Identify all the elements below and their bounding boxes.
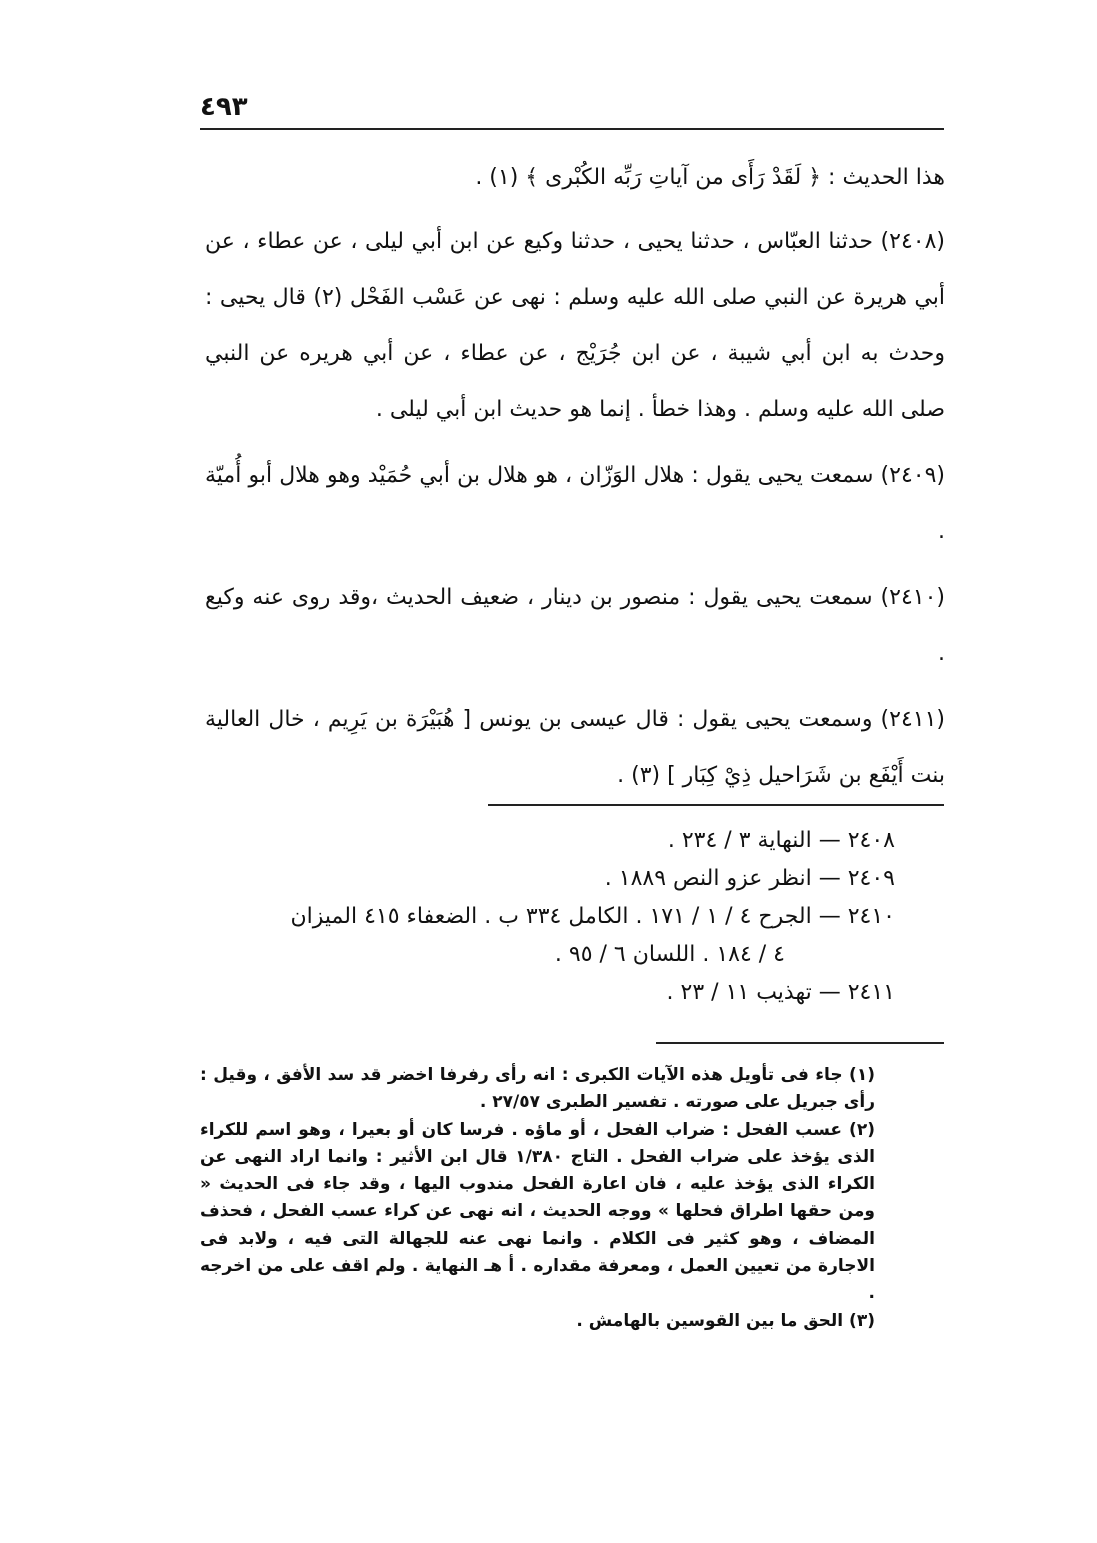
- reference-2410: ٢٤١٠ — الجرح ٤ / ١ / ١٧١ . الكامل ٣٣٤ ب . الضعفاء ٤١٥ الميزان: [290, 904, 895, 929]
- footnote-1: (١) جاء فى تأويل هذه الآيات الكبرى : انه رأى رفرفا اخضر قد سد الأفق ، وقيل : رأى جبريل على صورته . تفسير الطبرى ٢٧/٥٧ .: [200, 1065, 875, 1113]
- hadith-2410: (٢٤١٠) سمعت يحيى يقول : منصور بن دينار ، ضعيف الحديث ،وقد روى عنه وكيع .: [205, 585, 945, 666]
- page-number: ٤٩٣: [200, 92, 248, 122]
- header-rule: [200, 128, 944, 130]
- hadith-2409: (٢٤٠٩) سمعت يحيى يقول : هلال الوَزّان ، هو هلال بن أبي حُمَيْد وهو هلال أبو أُميّة .: [205, 463, 945, 544]
- hadith-2411: (٢٤١١) وسمعت يحيى يقول : قال عيسى بن يونس [ هُبَيْرَة بن يَرِيم ، خال العالية بنت أَيْفَع بن شَرَاحيل ذِيْ كِبَار ] (٣) .: [205, 707, 945, 788]
- reference-2408: ٢٤٠٨ — النهاية ٣ / ٢٣٤ .: [667, 828, 895, 853]
- references-list: [200, 822, 895, 1012]
- footnotes-rule: [656, 1042, 944, 1044]
- references-rule: [488, 804, 944, 806]
- main-text: [205, 150, 945, 804]
- reference-2410-continued: ٤ / ١٨٤ . اللسان ٦ / ٩٥ .: [554, 942, 785, 967]
- footnotes: [200, 1062, 945, 1335]
- reference-2411: ٢٤١١ — تهذيب ١١ / ٢٣ .: [666, 980, 895, 1005]
- footnote-2: (٢) عسب الفحل : ضراب الفحل ، أو ماؤه . فرسا كان أو بعيرا ، وهو اسم للكراء الذى يؤخذ على ضراب الفحل . التاج ١/٣٨٠ قال ابن الأثير : وانما اراد النهى عن الكراء الذى يؤخذ عليه ، فان اعارة الفحل مندوب اليها ، وقد جاء فى الحديث « ومن حقها اطراق فحلها » ووجه الحديث ، انه نهى عن كراء عسب الفحل ، فحذف المضاف ، وهو كثير فى الكلام . وانما نهى عنه للجهالة التى فيه ، ولابد فى الاجارة من تعيين العمل ، ومعرفة مقداره . أ هـ النهاية . ولم اقف على من اخرجه .: [200, 1119, 876, 1304]
- footnote-3: (٣) الحق ما بين القوسين بالهامش .: [576, 1310, 875, 1331]
- hadith-2408: (٢٤٠٨) حدثنا العبّاس ، حدثنا يحيى ، حدثنا وكيع عن ابن أبي ليلى ، عن عطاء ، عن أبي هريرة عن النبي صلى الله عليه وسلم : نهى عن عَسْب الفَحْل (٢) قال يحيى : وحدث به ابن أبي شيبة ، عن ابن جُرَيْج ، عن عطاء ، عن أبي هريره عن النبي صلى الله عليه وسلم . وهذا خطأ . إنما هو حديث ابن أبي ليلى .: [205, 229, 946, 422]
- reference-2409: ٢٤٠٩ — انظر عزو النص ١٨٨٩ .: [604, 866, 895, 891]
- intro-line: هذا الحديث : ﴿ لَقَدْ رَأَى من آياتِ رَبِّه الكُبْرى ﴾ (١) .: [475, 165, 945, 190]
